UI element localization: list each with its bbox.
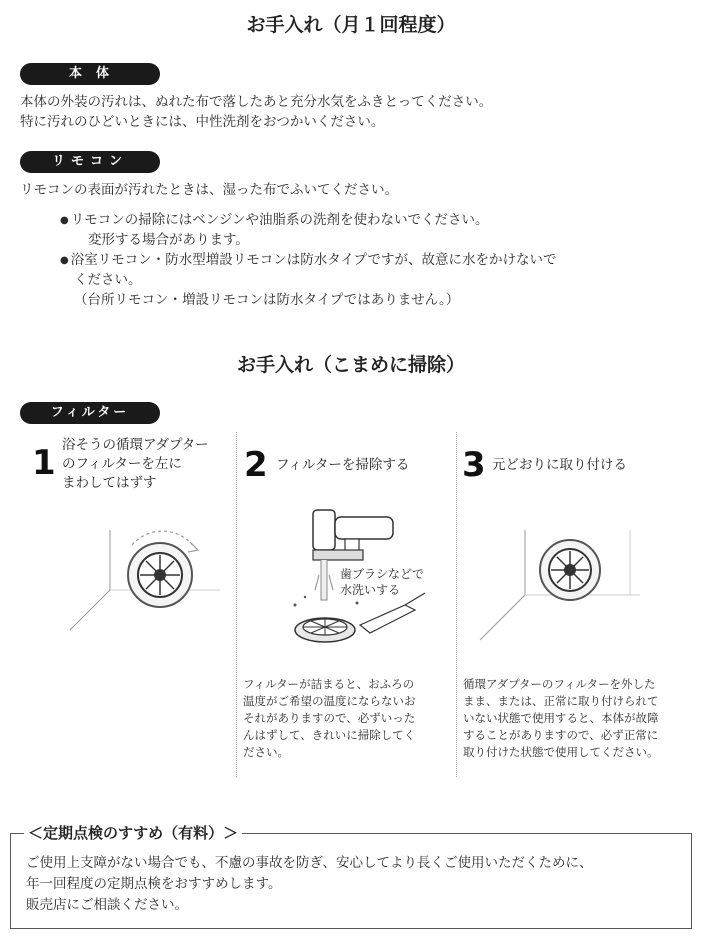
remocon-text: リモコンの表面が汚れたときは、湿った布でふいてください。	[20, 182, 398, 198]
step-2-note-line-4: んはずして、きれいに掃除してく	[243, 728, 416, 742]
inspection-title: ＜定期点検のすすめ（有料）＞	[24, 822, 242, 843]
step-1-number: 1	[32, 443, 56, 483]
step-3-note-line-2: まま、または、正常に取り付けられて	[463, 694, 659, 708]
step-2-note	[243, 676, 416, 761]
step-3-text: 元どおりに取り付ける	[492, 457, 627, 473]
remocon-bullet-2-cont: ください。	[74, 272, 142, 288]
step-1-line-1: 浴そうの循環アダプター	[62, 437, 209, 453]
step-2-note-line-3: それがありますので、必ずいった	[243, 711, 416, 725]
brush-note-line-2: 水洗いする	[340, 583, 401, 597]
step-2-note-line-2: 温度がご希望の温度にならないお	[243, 694, 416, 708]
step-3-number: 3	[462, 445, 486, 485]
column-divider-2	[456, 432, 457, 777]
inspection-line-2: 年一回程度の定期点検をおすすめします。	[26, 876, 282, 892]
section-label-remocon: リモコン	[20, 151, 160, 173]
remocon-bullet-2-note: （台所リモコン・増設リモコンは防水タイプではありません。）	[74, 292, 460, 308]
step-3-note-line-1: 循環アダプターのフィルターを外した	[463, 677, 656, 691]
adapter-filter-illustration-1	[70, 510, 220, 660]
step-3-note-line-4: することがありますので、必ず正常に	[463, 728, 659, 742]
remocon-bullet-2	[60, 250, 556, 271]
column-divider-1	[236, 432, 237, 777]
remocon-bullet-1-cont: 変形する場合があります。	[88, 232, 249, 248]
step-2-number: 2	[244, 445, 268, 485]
step-2-note-line-5: ださい。	[243, 745, 289, 759]
hontai-text-1: 本体の外装の汚れは、ぬれた布で落したあと充分水気をふきとってください。	[20, 94, 493, 110]
remocon-bullet-1	[60, 210, 489, 231]
step-1-line-3: まわしてはずす	[62, 475, 157, 491]
step-2-note-line-1: フィルターが詰まると、おふろの	[243, 677, 415, 691]
inspection-line-3: 販売店にご相談ください。	[26, 897, 188, 913]
brush-note-line-1: 歯ブラシなどで	[340, 567, 425, 581]
step-1-line-2: のフィルターを左に	[62, 456, 182, 472]
section-label-hontai: 本体	[20, 63, 160, 85]
step-3-note-line-5: 取り付けた状態で使用してください。	[463, 745, 659, 759]
brush-wash-note	[340, 566, 424, 598]
inspection-line-1: ご使用上支障がない場合でも、不慮の事故を防ぎ、安心してより長くご使用いただくために、	[26, 855, 593, 871]
frequent-care-title: お手入れ（こまめに掃除）	[236, 354, 465, 376]
step-1-text	[62, 436, 209, 493]
remocon-bullet-1-text: リモコンの掃除にはベンジンや油脂系の洗剤を使わないでください。	[70, 212, 489, 228]
section-label-filter: フィルター	[20, 402, 160, 424]
step-3-note-line-3: いない状態で使用すると、本体が故障	[463, 711, 659, 725]
adapter-filter-illustration-3	[480, 510, 640, 660]
step-3-note	[463, 676, 659, 761]
hontai-text-2: 特に汚れのひどいときには、中性洗剤をおつかいください。	[20, 114, 385, 130]
step-2-text: フィルターを掃除する	[276, 457, 410, 473]
remocon-bullet-2-text: 浴室リモコン・防水型増設リモコンは防水タイプですが、故意に水をかけないで	[70, 252, 557, 268]
monthly-care-title: お手入れ（月１回程度）	[246, 14, 456, 36]
